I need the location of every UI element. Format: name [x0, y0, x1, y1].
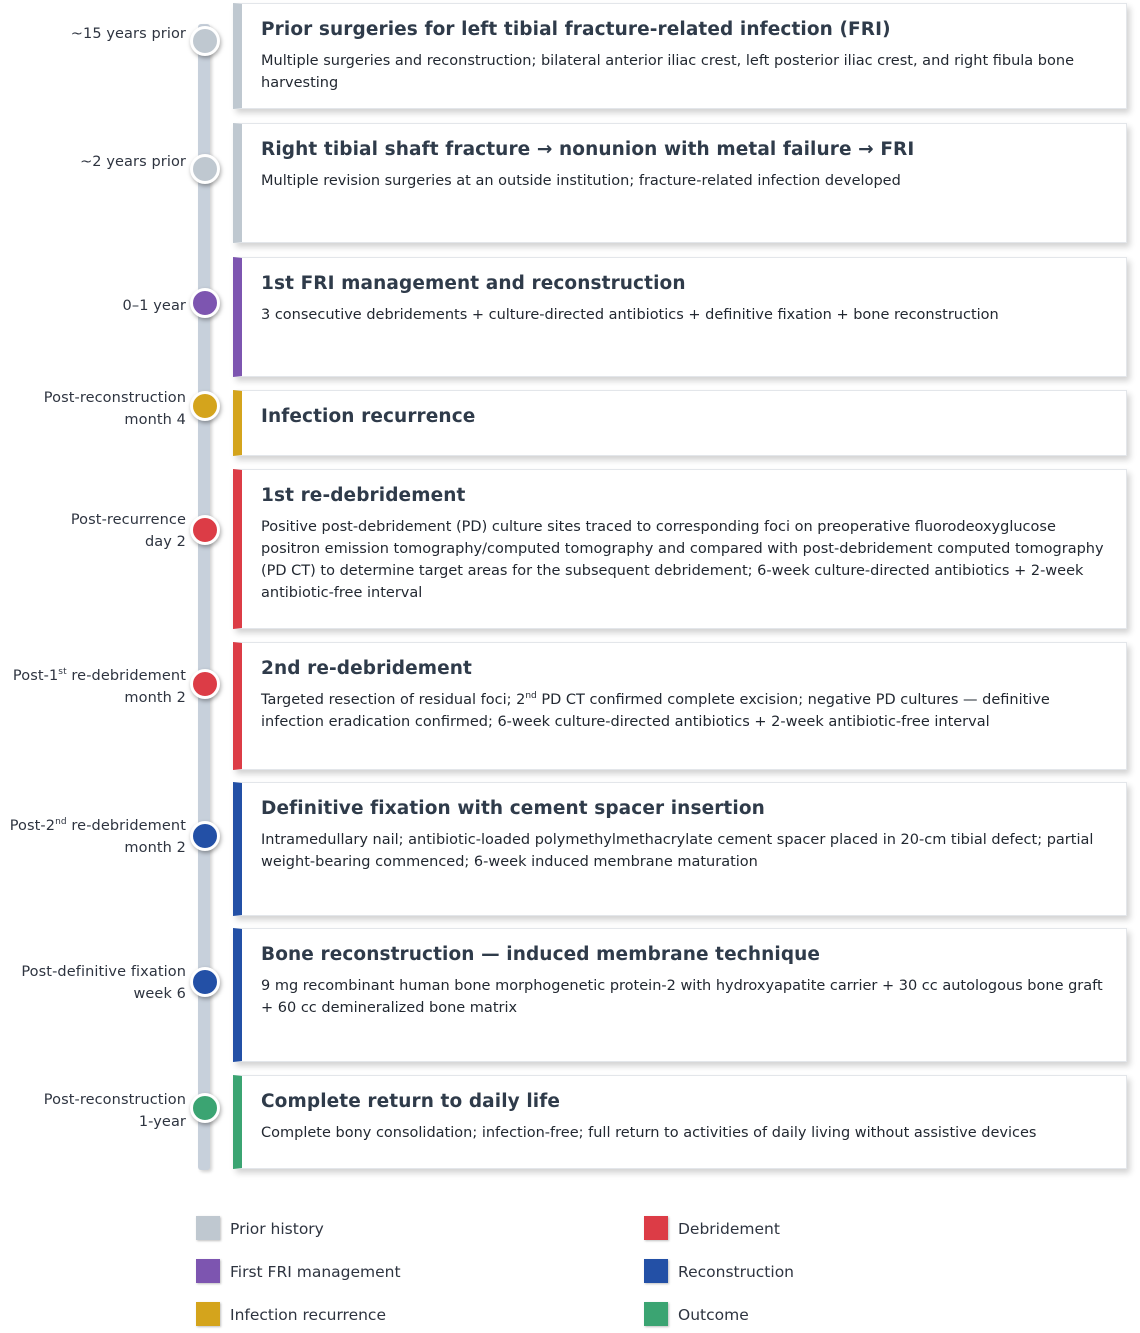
- event-title: Right tibial shaft fracture → nonunion with metal failure → FRI: [261, 139, 915, 160]
- event-marker: [190, 821, 220, 851]
- event-title: 2nd re-debridement: [261, 658, 472, 679]
- event-card: [233, 1075, 1127, 1169]
- legend-label: Debridement: [678, 1220, 780, 1238]
- event-marker: [190, 391, 220, 421]
- event-title: Definitive fixation with cement spacer insertion: [261, 798, 765, 819]
- event-time: Post-reconstruction 1-year: [43, 1092, 186, 1130]
- event-card: [233, 469, 1127, 629]
- event-description: Targeted resection of residual foci; 2nd PD CT confirmed complete excision; negative PD cultures — definitive infection eradication confirmed; 6-week culture-directed antibiotics + 2-week antibiotic-free interval: [261, 691, 1050, 730]
- legend-label: Outcome: [678, 1306, 749, 1324]
- event-time: Post-1st re-debridement month 2: [12, 667, 186, 706]
- event-time: Post-reconstruction month 4: [43, 390, 186, 428]
- legend-swatch: [196, 1259, 220, 1283]
- event-card: [233, 390, 1127, 456]
- event-time: ~15 years prior: [70, 26, 186, 42]
- timeline-rail: [198, 24, 210, 1170]
- event-time: Post-recurrence day 2: [70, 512, 186, 550]
- legend: [0, 1200, 1140, 1333]
- event-description: Positive post-debridement (PD) culture sites traced to corresponding foci on preoperative fluorodeoxyglucose positron emission tomography/computed tomography and compared with post-debridement computed tomography (PD CT) to determine target areas for the subsequent debridement; 6-week culture-directed antibiotics + 2-week antibiotic-free interval: [261, 519, 1104, 601]
- event-card: [233, 257, 1127, 377]
- event-title: Complete return to daily life: [261, 1091, 561, 1112]
- event-title: Infection recurrence: [261, 406, 476, 427]
- event-time: Post-definitive fixation week 6: [21, 964, 186, 1002]
- event-marker: [190, 154, 220, 184]
- event-time: ~2 years prior: [80, 154, 186, 170]
- event-time: Post-2nd re-debridement month 2: [9, 817, 186, 856]
- legend-label: Reconstruction: [678, 1263, 795, 1281]
- event-description: Intramedullary nail; antibiotic-loaded polymethylmethacrylate cement spacer placed in 20-cm tibial defect; partial weight-bearing commenced; 6-week induced membrane maturation: [261, 832, 1094, 870]
- legend-swatch: [644, 1259, 668, 1283]
- event-description: 9 mg recombinant human bone morphogenetic protein-2 with hydroxyapatite carrier + 30 cc autologous bone graft + 60 cc demineralized bone matrix: [261, 978, 1103, 1016]
- event-marker: [190, 669, 220, 699]
- event-title: Bone reconstruction — induced membrane technique: [261, 944, 821, 965]
- event-description: Multiple revision surgeries at an outside institution; fracture-related infection developed: [261, 173, 901, 189]
- event-marker: [190, 967, 220, 997]
- event-title: 1st re-debridement: [261, 485, 466, 506]
- legend-label: First FRI management: [230, 1263, 401, 1281]
- event-marker: [190, 1093, 220, 1123]
- event-card: [233, 3, 1127, 109]
- event-title: Prior surgeries for left tibial fracture-related infection (FRI): [261, 19, 891, 40]
- event-description: Complete bony consolidation; infection-free; full return to activities of daily living without assistive devices: [261, 1125, 1037, 1141]
- event-marker: [190, 26, 220, 56]
- event-description: 3 consecutive debridements + culture-directed antibiotics + definitive fixation + bone reconstruction: [261, 307, 999, 323]
- legend-swatch: [644, 1302, 668, 1326]
- event-title: 1st FRI management and reconstruction: [261, 273, 686, 294]
- event-card: [233, 928, 1127, 1062]
- legend-label: Infection recurrence: [230, 1306, 386, 1324]
- event-marker: [190, 515, 220, 545]
- event-description: Multiple surgeries and reconstruction; bilateral anterior iliac crest, left posterior iliac crest, and right fibula bone harvesting: [261, 53, 1074, 91]
- legend-swatch: [196, 1216, 220, 1240]
- event-time: 0–1 year: [122, 298, 186, 314]
- event-card: [233, 123, 1127, 243]
- event-card: [233, 782, 1127, 916]
- legend-label: Prior history: [230, 1220, 324, 1238]
- legend-swatch: [644, 1216, 668, 1240]
- legend-swatch: [196, 1302, 220, 1326]
- event-card: [233, 642, 1127, 770]
- event-marker: [190, 288, 220, 318]
